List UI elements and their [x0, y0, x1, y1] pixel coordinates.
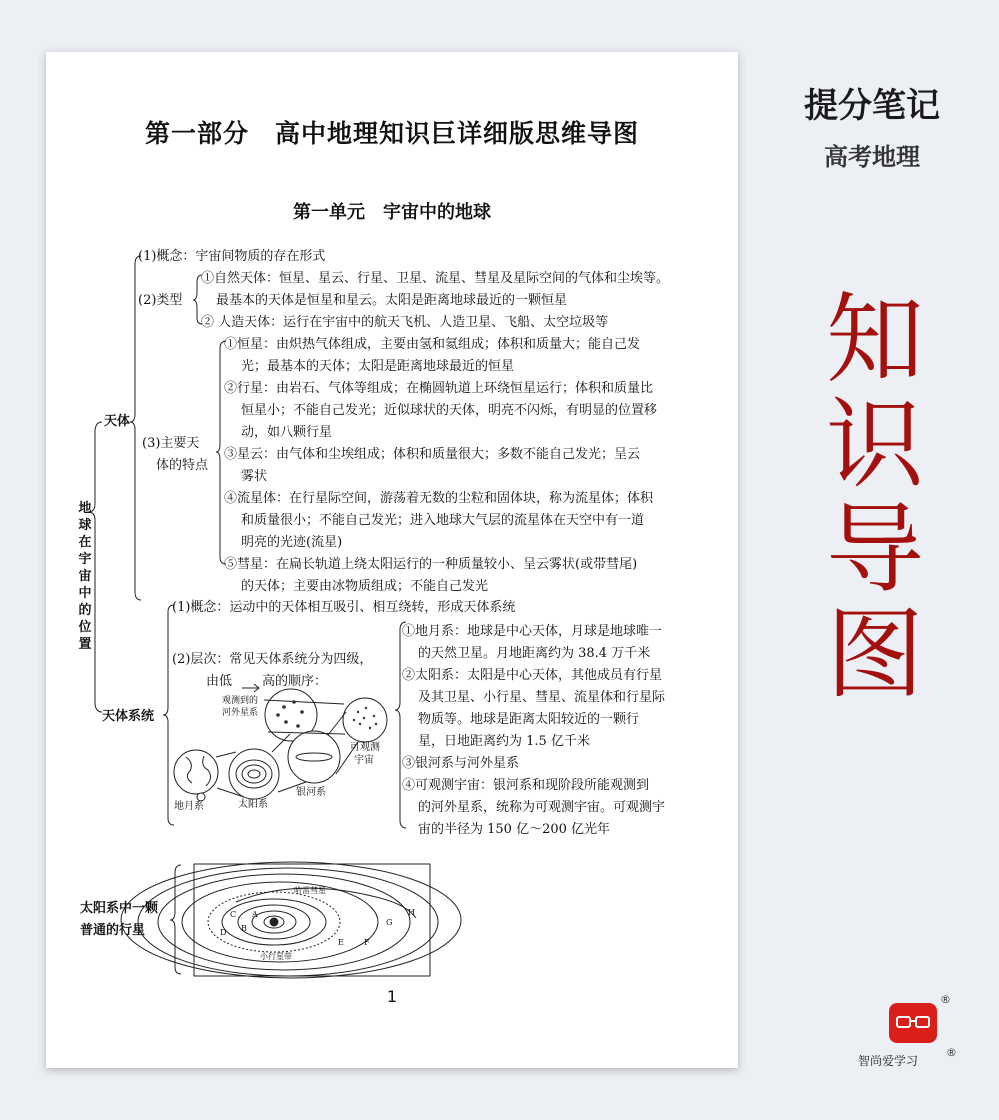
level-line-8: ④可观测宇宙：银河系和现阶段所能观测到 [402, 778, 650, 793]
brand-name: 智尚爱学习 [858, 1054, 919, 1068]
level-line-2: 的天然卫星。月地距离约为 38.4 万千米 [418, 646, 651, 661]
level-line-10: 宙的半径为 150 亿～200 亿光年 [418, 822, 611, 837]
fig-label-earth-moon: 地月系 [174, 801, 204, 812]
diagram-label-b: B [241, 924, 247, 933]
level-line-4: 及其卫星、小行星、彗星、流星体和行星际 [418, 690, 666, 705]
system-level-2: 由低 [206, 674, 233, 689]
tianti-concept: (1)概念：宇宙间物质的存在形式 [138, 249, 326, 264]
page-number: 1 [386, 987, 398, 1006]
features-label-2: 体的特点 [156, 458, 209, 473]
sidebar-subtitle: 高考地理 [824, 143, 920, 171]
document-page [46, 52, 738, 1068]
diagram-label-asteroid: 小行星带 [260, 952, 292, 961]
level-line-6: 星，日地距离约为 1.5 亿千米 [418, 734, 590, 749]
system-level-1: (2)层次：常见天体系统分为四级， [172, 652, 373, 667]
diagram-label-a: A [252, 910, 258, 919]
feature-line-12: 的天体；主要由冰物质组成；不能自己发光 [241, 579, 489, 594]
glasses-icon [889, 1003, 937, 1043]
system-brace [163, 605, 174, 825]
planet-node-line-1: 太阳系中一颗 [80, 901, 159, 916]
type-line-1: ①自然天体：恒星、星云、行星、卫星、流星、彗星及星际空间的气体和尘埃等。 [201, 271, 670, 286]
feature-line-3: ②行星：由岩石、气体等组成；在椭圆轨道上环绕恒星运行；体积和质量比 [224, 381, 654, 396]
level-line-9: 的河外星系，统称为可观测宇宙。可观测宇 [418, 800, 666, 815]
feature-line-4: 恒星小；不能自己发光；近似球状的天体，明亮不闪烁，有明显的位置移 [241, 403, 658, 418]
feature-line-5: 动，如八颗行星 [241, 425, 333, 440]
system-level-3: 高的顺序： [262, 674, 328, 689]
fig-label-milky-way: 银河系 [296, 787, 326, 798]
unit-title: 第一单元 宇宙中的地球 [293, 202, 491, 223]
feature-line-6: ③星云：由气体和尘埃组成；体积和质量很大；多数不能自己发光；呈云 [224, 447, 641, 462]
feature-line-2: 光；最基本的天体；太阳是距离地球最近的恒星 [241, 359, 515, 374]
brand-logo-icon [889, 1003, 937, 1043]
feature-line-8: ④流星体：在行星际空间，游荡着无数的尘粒和固体块，称为流星体；体积 [224, 491, 654, 506]
logo-registered-mark: ® [940, 993, 951, 1006]
fig-label-observable-2: 宇宙 [354, 755, 374, 766]
fig-label-observed-1: 观测到的 [222, 696, 259, 706]
features-label-1: (3)主要天 [142, 436, 200, 451]
root-node: 地球在宇宙中的位置 [78, 501, 92, 652]
feature-line-11: ⑤彗星：在扁长轨道上绕太阳运行的一种质量较小、呈云雾状(或带彗尾) [224, 557, 638, 572]
diagram-label-e: E [338, 938, 344, 947]
level-line-7: ③银河系与河外星系 [402, 756, 520, 771]
diagram-label-h: H [408, 908, 415, 917]
feature-line-9: 和质量很小；不能自己发光；进入地球大气层的流星体在天空中有一道 [241, 513, 645, 528]
level-line-3: ②太阳系：太阳是中心天体，其他成员有行星 [402, 668, 663, 683]
sidebar-title: 提分笔记 [804, 86, 940, 126]
main-title: 第一部分 高中地理知识巨详细版思维导图 [144, 119, 639, 148]
tianti-type-label: (2)类型 [138, 293, 183, 308]
fig-label-observable-1: 可观测 [350, 742, 380, 753]
feature-line-10: 明亮的光迹(流星) [241, 535, 343, 550]
system-concept: (1)概念：运动中的天体相互吸引、相互绕转，形成天体系统 [172, 600, 516, 615]
feature-line-1: ①恒星：由炽热气体组成，主要由氢和氦组成；体积和质量大；能自己发 [224, 337, 641, 352]
fig-label-solar: 太阳系 [238, 799, 268, 810]
diagram-label-d: D [220, 928, 227, 937]
diagram-label-f: F [364, 938, 370, 947]
feature-line-7: 雾状 [241, 469, 268, 484]
type-line-2: 最基本的天体是恒星和星云。太阳是距离地球最近的一颗恒星 [216, 293, 568, 308]
type-line-3: ② 人造天体：运行在宇宙中的航天飞机、人造卫星、飞船、太空垃圾等 [201, 315, 609, 330]
big-char-2: 识 [825, 388, 924, 502]
level-line-1: ①地月系：地球是中心天体，月球是地球唯一 [402, 624, 663, 639]
system-node: 天体系统 [102, 709, 155, 724]
diagram-label-c: C [230, 910, 237, 919]
tianti-node: 天体 [104, 414, 131, 429]
fig-label-observed-2: 河外星系 [222, 708, 259, 718]
diagram-label-g: G [386, 918, 393, 927]
level-line-5: 物质等。地球是距离太阳较近的一颗行 [418, 712, 640, 727]
diagram-label-halley: 哈雷彗星 [294, 886, 326, 895]
big-char-3: 导 [825, 493, 924, 607]
brand-registered-mark: ® [946, 1046, 957, 1059]
big-char-4: 图 [825, 598, 924, 712]
big-char-1: 知 [825, 283, 924, 397]
planet-node-line-2: 普通的行星 [80, 923, 146, 938]
levels-brace [395, 622, 406, 828]
